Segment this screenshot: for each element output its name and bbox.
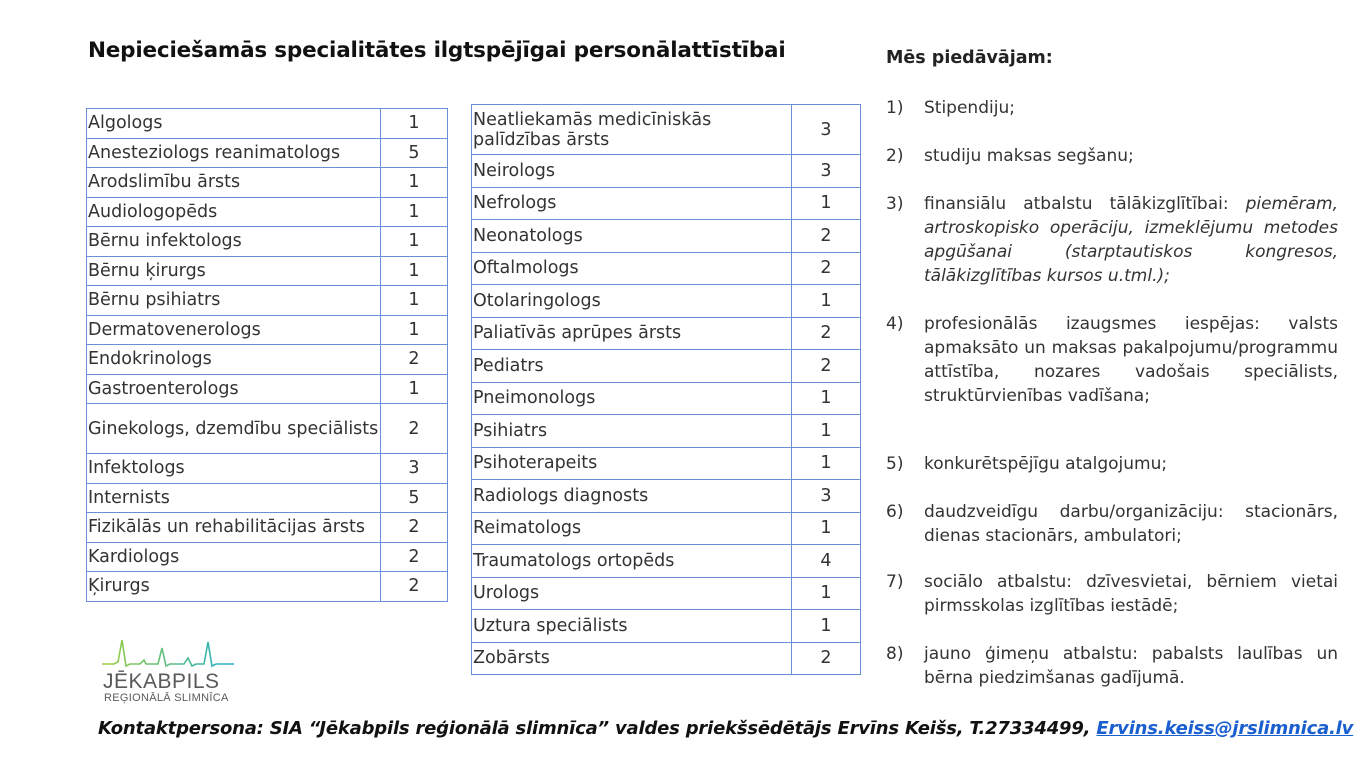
table-row — [472, 447, 861, 480]
specialty-count: 1 — [792, 577, 861, 610]
specialty-name: Otolaringologs — [472, 285, 792, 318]
logo-subtitle: REĢIONĀLĀ SLIMNĪCA — [104, 692, 229, 704]
specialty-count: 1 — [792, 187, 861, 220]
offer-number: 7) — [886, 572, 904, 592]
specialty-name: Infektologs — [87, 454, 381, 484]
offer-text-main: studiju maksas segšanu; — [924, 146, 1134, 166]
offer-text — [924, 452, 1338, 476]
table-row — [472, 252, 861, 285]
offer-number: 2) — [886, 146, 904, 166]
specialty-name: Internists — [87, 483, 381, 513]
table-row — [472, 415, 861, 448]
offer-number: 5) — [886, 454, 904, 474]
specialty-count: 1 — [381, 109, 448, 139]
offer-text — [924, 96, 1338, 120]
specialty-name: Zobārsts — [472, 642, 792, 675]
specialty-count: 1 — [381, 197, 448, 227]
specialty-name: Gastroenterologs — [87, 374, 381, 404]
table-row — [472, 317, 861, 350]
specialty-count: 1 — [381, 286, 448, 316]
offer-text — [924, 312, 1338, 408]
specialty-name: Bērnu ķirurgs — [87, 256, 381, 286]
specialty-name: Audiologopēds — [87, 197, 381, 227]
specialty-name: Urologs — [472, 577, 792, 610]
specialty-count: 1 — [792, 415, 861, 448]
specialty-name: Bērnu infektologs — [87, 227, 381, 257]
specialty-count: 2 — [792, 642, 861, 675]
specialty-count: 5 — [381, 138, 448, 168]
specialty-count: 1 — [381, 256, 448, 286]
specialty-name: Psihoterapeits — [472, 447, 792, 480]
specialty-name: Neatliekamās medicīniskās palīdzības ārsts — [472, 105, 792, 155]
specialty-name: Arodslimību ārsts — [87, 168, 381, 198]
table-row — [87, 483, 448, 513]
specialty-count: 2 — [792, 317, 861, 350]
offer-text — [924, 192, 1338, 288]
offer-text-main: profesionālās izaugsmes iespējas: valsts apmaksāto un maksas pakalpojumu/programmu attīstība, nozares vadošais speciālists, struktūrvienības vadīšana; — [924, 314, 1338, 406]
table-row — [472, 155, 861, 188]
specialty-count: 4 — [792, 545, 861, 578]
table-row — [472, 642, 861, 675]
table-row — [87, 197, 448, 227]
offer-text-main: sociālo atbalstu: dzīvesvietai, bērniem vietai pirmsskolas izglītības iestādē; — [924, 572, 1338, 616]
specialty-count: 2 — [381, 404, 448, 454]
table-row — [472, 577, 861, 610]
specialty-count: 5 — [381, 483, 448, 513]
specialty-name: Reimatologs — [472, 512, 792, 545]
specialty-count: 3 — [792, 155, 861, 188]
specialties-table-left — [86, 108, 448, 602]
table-row — [87, 404, 448, 454]
specialty-count: 1 — [792, 382, 861, 415]
specialty-count: 3 — [381, 454, 448, 484]
offer-text — [924, 642, 1338, 690]
table-row — [87, 374, 448, 404]
table-row — [87, 542, 448, 572]
table-row — [472, 610, 861, 643]
specialty-count: 1 — [792, 512, 861, 545]
offer-item — [886, 452, 1338, 476]
offer-text-main: daudzveidīgu darbu/organizāciju: stacionārs, dienas stacionārs, ambulatori; — [924, 502, 1338, 546]
specialty-count: 1 — [381, 168, 448, 198]
table-row — [87, 227, 448, 257]
table-row — [472, 382, 861, 415]
table-row — [87, 572, 448, 602]
contact-email-link[interactable]: Ervins.keiss@jrslimnica.lv — [1096, 718, 1354, 739]
offer-text — [924, 500, 1338, 548]
specialty-name: Dermatovenerologs — [87, 315, 381, 345]
offer-text-example: piemēram, artroskopisko operāciju, izmeklējumu metodes apgūšanai (starptautiskos kongresos, tālākizglītības kursos u.tml.); — [924, 194, 1338, 286]
specialty-name: Psihiatrs — [472, 415, 792, 448]
specialty-count: 2 — [381, 572, 448, 602]
specialty-name: Paliatīvās aprūpes ārsts — [472, 317, 792, 350]
specialty-name: Endokrinologs — [87, 345, 381, 375]
offer-text — [924, 144, 1338, 168]
table-row — [87, 168, 448, 198]
table-row — [87, 345, 448, 375]
specialty-name: Ķirurgs — [87, 572, 381, 602]
offer-number: 8) — [886, 644, 904, 664]
specialty-count: 1 — [792, 447, 861, 480]
specialty-name: Radiologs diagnosts — [472, 480, 792, 513]
specialty-name: Ginekologs, dzemdību speciālists — [87, 404, 381, 454]
contact-label: Kontaktpersona: SIA “Jēkabpils reģionālā slimnīca” valdes priekšsēdētājs Ervīns Keišs, T.27334499, — [98, 718, 1091, 739]
table-row — [87, 286, 448, 316]
specialty-name: Anesteziologs reanimatologs — [87, 138, 381, 168]
specialty-count: 1 — [792, 285, 861, 318]
specialty-name: Traumatologs ortopēds — [472, 545, 792, 578]
specialty-name: Uztura speciālists — [472, 610, 792, 643]
logo-name: JĒKABPILS — [103, 670, 220, 693]
specialty-count: 1 — [381, 374, 448, 404]
offer-text-main: finansiālu atbalstu tālākizglītībai: — [924, 194, 1246, 214]
specialty-name: Neonatologs — [472, 220, 792, 253]
table-row — [472, 350, 861, 383]
specialty-count: 2 — [792, 350, 861, 383]
offer-item — [886, 96, 1338, 120]
table-row — [472, 220, 861, 253]
specialty-name: Algologs — [87, 109, 381, 139]
specialty-count: 2 — [792, 220, 861, 253]
offer-text-main: jauno ģimeņu atbalstu: pabalsts laulības un bērna piedzimšanas gadījumā. — [924, 644, 1338, 688]
offer-number: 1) — [886, 98, 904, 118]
specialty-name: Bērnu psihiatrs — [87, 286, 381, 316]
contact-line — [98, 718, 1353, 739]
table-row — [87, 138, 448, 168]
specialty-name: Oftalmologs — [472, 252, 792, 285]
specialty-count: 2 — [381, 513, 448, 543]
specialty-count: 1 — [381, 227, 448, 257]
table-row — [472, 480, 861, 513]
offer-text-main: konkurētspējīgu atalgojumu; — [924, 454, 1168, 474]
table-row — [87, 454, 448, 484]
specialty-count: 2 — [792, 252, 861, 285]
specialty-name: Pediatrs — [472, 350, 792, 383]
table-row — [472, 285, 861, 318]
table-row — [472, 545, 861, 578]
table-row — [87, 109, 448, 139]
table-row — [472, 512, 861, 545]
table-row — [87, 256, 448, 286]
offer-number: 4) — [886, 314, 904, 334]
offer-item — [886, 192, 1338, 288]
specialty-name: Fizikālās un rehabilitācijas ārsts — [87, 513, 381, 543]
table-row — [87, 513, 448, 543]
table-row — [87, 315, 448, 345]
page-title: Nepieciešamās specialitātes ilgtspējīgai personālattīstībai — [88, 38, 786, 63]
offer-item — [886, 312, 1338, 408]
specialty-name: Pneimonologs — [472, 382, 792, 415]
specialty-count: 2 — [381, 345, 448, 375]
specialty-name: Nefrologs — [472, 187, 792, 220]
offer-item — [886, 642, 1338, 690]
specialty-name: Neirologs — [472, 155, 792, 188]
offer-item — [886, 570, 1338, 618]
specialty-count: 1 — [381, 315, 448, 345]
specialty-count: 3 — [792, 480, 861, 513]
specialties-table-right — [471, 104, 861, 675]
table-row — [472, 105, 861, 155]
table-row — [472, 187, 861, 220]
offers-heading: Mēs piedāvājam: — [886, 48, 1053, 68]
specialty-count: 2 — [381, 542, 448, 572]
offer-item — [886, 144, 1338, 168]
specialty-count: 3 — [792, 105, 861, 155]
specialty-count: 1 — [792, 610, 861, 643]
offer-text-main: Stipendiju; — [924, 98, 1015, 118]
specialty-name: Kardiologs — [87, 542, 381, 572]
offer-item — [886, 500, 1338, 548]
offer-text — [924, 570, 1338, 618]
offer-number: 6) — [886, 502, 904, 522]
offer-number: 3) — [886, 194, 904, 214]
